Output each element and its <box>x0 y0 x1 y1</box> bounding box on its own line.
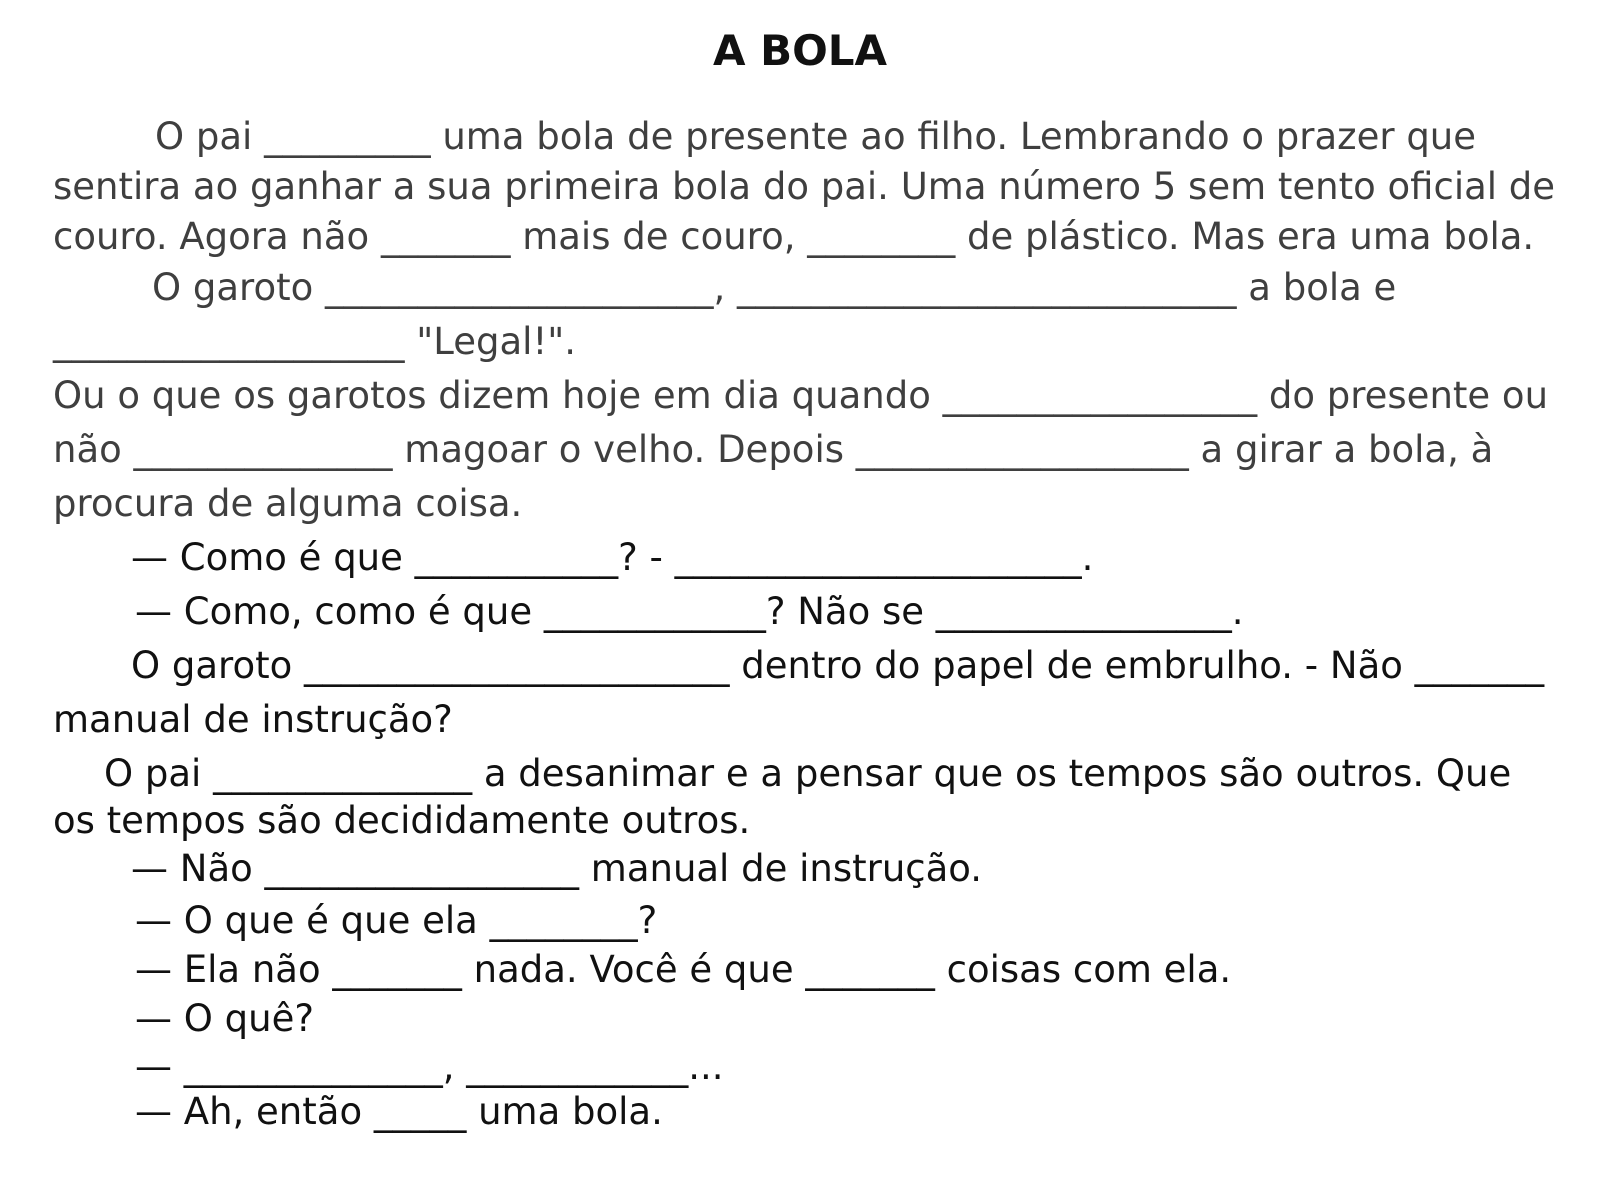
text-line-18: — O quê? <box>135 997 314 1040</box>
document-title: A BOLA <box>712 26 888 75</box>
text-line-11: O garoto _______________________ dentro do papel de embrulho. - Não _______ <box>131 644 1545 687</box>
text-line-15: — Não _________________ manual de instrução. <box>131 847 983 890</box>
text-line-4: O garoto _____________________, ___________________________ a bola e <box>152 266 1397 309</box>
text-line-8: procura de alguma coisa. <box>53 482 523 525</box>
text-line-17: — Ela não _______ nada. Você é que _______ coisas com ela. <box>135 948 1232 991</box>
text-line-16: — O que é que ela ________? <box>135 899 658 942</box>
text-line-12: manual de instrução? <box>53 698 453 741</box>
text-line-7: não ______________ magoar o velho. Depois __________________ a girar a bola, à <box>53 428 1494 471</box>
text-line-1: O pai _________ uma bola de presente ao filho. Lembrando o prazer que <box>155 115 1477 158</box>
text-line-19: — ______________, ____________... <box>135 1045 724 1088</box>
text-line-9: — Como é que ___________? - ______________________. <box>131 536 1094 579</box>
text-line-6: Ou o que os garotos dizem hoje em dia quando _________________ do presente ou <box>53 374 1549 417</box>
text-line-3: couro. Agora não _______ mais de couro, ________ de plástico. Mas era uma bola. <box>53 215 1535 258</box>
text-line-10: — Como, como é que ____________? Não se ________________. <box>135 590 1244 633</box>
text-line-5: ___________________ "Legal!". <box>53 320 577 363</box>
text-line-20: — Ah, então _____ uma bola. <box>135 1090 663 1133</box>
text-line-2: sentira ao ganhar a sua primeira bola do pai. Uma número 5 sem tento oficial de <box>53 165 1556 208</box>
text-line-13: O pai ______________ a desanimar e a pensar que os tempos são outros. Que <box>104 752 1512 795</box>
text-line-14: os tempos são decididamente outros. <box>53 799 751 842</box>
